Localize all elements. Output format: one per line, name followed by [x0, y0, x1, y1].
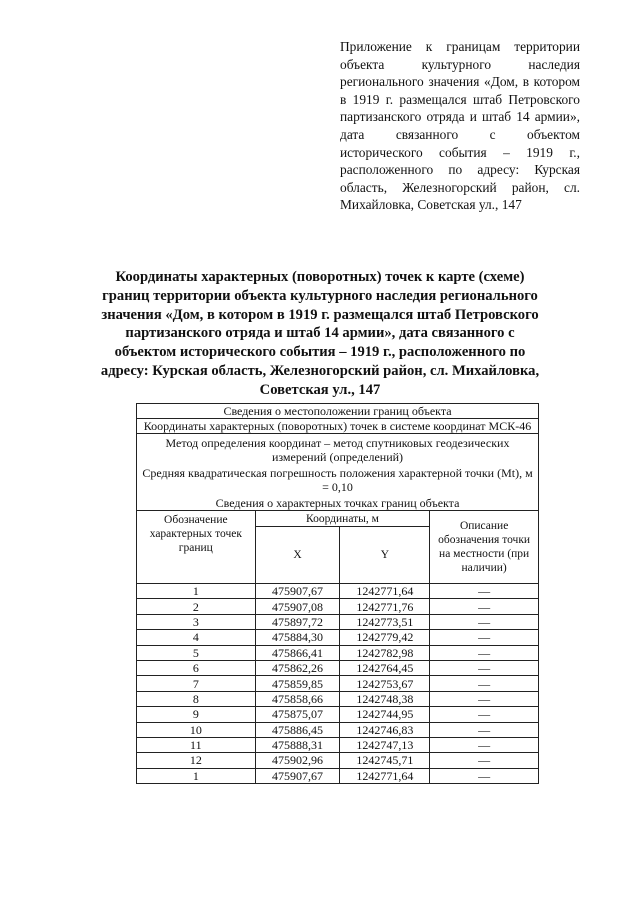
description-cell: — — [430, 737, 539, 752]
description-cell: — — [430, 645, 539, 660]
x-coordinate-cell: 475888,31 — [255, 737, 340, 752]
y-coordinate-cell: 1242747,13 — [340, 737, 430, 752]
description-cell: — — [430, 614, 539, 629]
y-coordinate-cell: 1242771,64 — [340, 584, 430, 599]
y-coordinate-cell: 1242771,64 — [340, 768, 430, 783]
annex-note: Приложение к границам территории объекта культурного наследия регионального значения «Дом, в котором в 1919 г. размещался штаб Петровского партизанского отряда и штаб 14 армии», дата связанного с объектом исторического события – 1919 г., расположенного по адресу: Курская область, Железногорский район, сл. Михайловка, Советская ул., 147 — [340, 39, 580, 213]
description-cell: — — [430, 599, 539, 614]
section-location-header: Сведения о местоположении границ объекта — [137, 404, 539, 419]
col-x-header: X — [255, 527, 340, 584]
point-number-cell: 11 — [137, 737, 256, 752]
description-cell: — — [430, 768, 539, 783]
table-row — [137, 599, 539, 614]
description-cell: — — [430, 707, 539, 722]
point-number-cell: 10 — [137, 722, 256, 737]
table-row — [137, 660, 539, 675]
description-cell: — — [430, 722, 539, 737]
x-coordinate-cell: 475866,41 — [255, 645, 340, 660]
y-coordinate-cell: 1242744,95 — [340, 707, 430, 722]
x-coordinate-cell: 475907,67 — [255, 584, 340, 599]
table-row — [137, 630, 539, 645]
table-row — [137, 707, 539, 722]
coordinates-table — [136, 403, 539, 784]
coord-system-cell: Координаты характерных (поворотных) точек в системе координат МСК-46 — [137, 419, 539, 434]
table-row — [137, 691, 539, 706]
section-points-text: Сведения о характерных точках границ объекта — [215, 496, 460, 510]
document-title: Координаты характерных (поворотных) точек к карте (схеме) границ территории объекта культурного наследия регионального значения «Дом, в котором в 1919 г. размещался штаб Петровского партизанского отряда и штаб 14 армии», дата связанного с объектом исторического события – 1919 г., расположенного по адресу: Курская область, Железногорский район, сл. Михайловка, Советская ул., 147 — [100, 269, 540, 398]
description-cell: — — [430, 630, 539, 645]
point-number-cell: 8 — [137, 691, 256, 706]
table-row — [137, 645, 539, 660]
method-text: Метод определения координат – метод спутниковых геодезических измерений (определений) — [165, 436, 510, 464]
y-coordinate-cell: 1242746,83 — [340, 722, 430, 737]
x-coordinate-cell: 475858,66 — [255, 691, 340, 706]
col-description-header: Описание обозначения точки на местности (при наличии) — [430, 511, 539, 584]
description-cell: — — [430, 753, 539, 768]
method-cell — [137, 434, 539, 511]
y-coordinate-cell: 1242773,51 — [340, 614, 430, 629]
y-coordinate-cell: 1242745,71 — [340, 753, 430, 768]
point-number-cell: 9 — [137, 707, 256, 722]
accuracy-text: Средняя квадратическая погрешность положения характерной точки (Mt), м = 0,10 — [142, 466, 533, 494]
table-row — [137, 614, 539, 629]
y-coordinate-cell: 1242753,67 — [340, 676, 430, 691]
x-coordinate-cell: 475886,45 — [255, 722, 340, 737]
y-coordinate-cell: 1242782,98 — [340, 645, 430, 660]
table-row — [137, 753, 539, 768]
point-number-cell: 5 — [137, 645, 256, 660]
table-row — [137, 722, 539, 737]
y-coordinate-cell: 1242764,45 — [340, 660, 430, 675]
x-coordinate-cell: 475897,72 — [255, 614, 340, 629]
description-cell: — — [430, 691, 539, 706]
y-coordinate-cell: 1242779,42 — [340, 630, 430, 645]
x-coordinate-cell: 475875,07 — [255, 707, 340, 722]
description-cell: — — [430, 660, 539, 675]
x-coordinate-cell: 475907,08 — [255, 599, 340, 614]
x-coordinate-cell: 475902,96 — [255, 753, 340, 768]
point-number-cell: 4 — [137, 630, 256, 645]
x-coordinate-cell: 475907,67 — [255, 768, 340, 783]
point-number-cell: 3 — [137, 614, 256, 629]
point-number-cell: 12 — [137, 753, 256, 768]
description-cell: — — [430, 676, 539, 691]
y-coordinate-cell: 1242748,38 — [340, 691, 430, 706]
col-coords-header: Координаты, м — [255, 511, 430, 527]
col-designation-header: Обозначение характерных точек границ — [137, 511, 256, 584]
x-coordinate-cell: 475859,85 — [255, 676, 340, 691]
point-number-cell: 2 — [137, 599, 256, 614]
description-cell: — — [430, 584, 539, 599]
table-row — [137, 676, 539, 691]
table-row — [137, 584, 539, 599]
point-number-cell: 1 — [137, 768, 256, 783]
table-row — [137, 768, 539, 783]
point-number-cell: 1 — [137, 584, 256, 599]
table-row — [137, 737, 539, 752]
point-number-cell: 6 — [137, 660, 256, 675]
point-number-cell: 7 — [137, 676, 256, 691]
x-coordinate-cell: 475862,26 — [255, 660, 340, 675]
x-coordinate-cell: 475884,30 — [255, 630, 340, 645]
col-y-header: Y — [340, 527, 430, 584]
y-coordinate-cell: 1242771,76 — [340, 599, 430, 614]
